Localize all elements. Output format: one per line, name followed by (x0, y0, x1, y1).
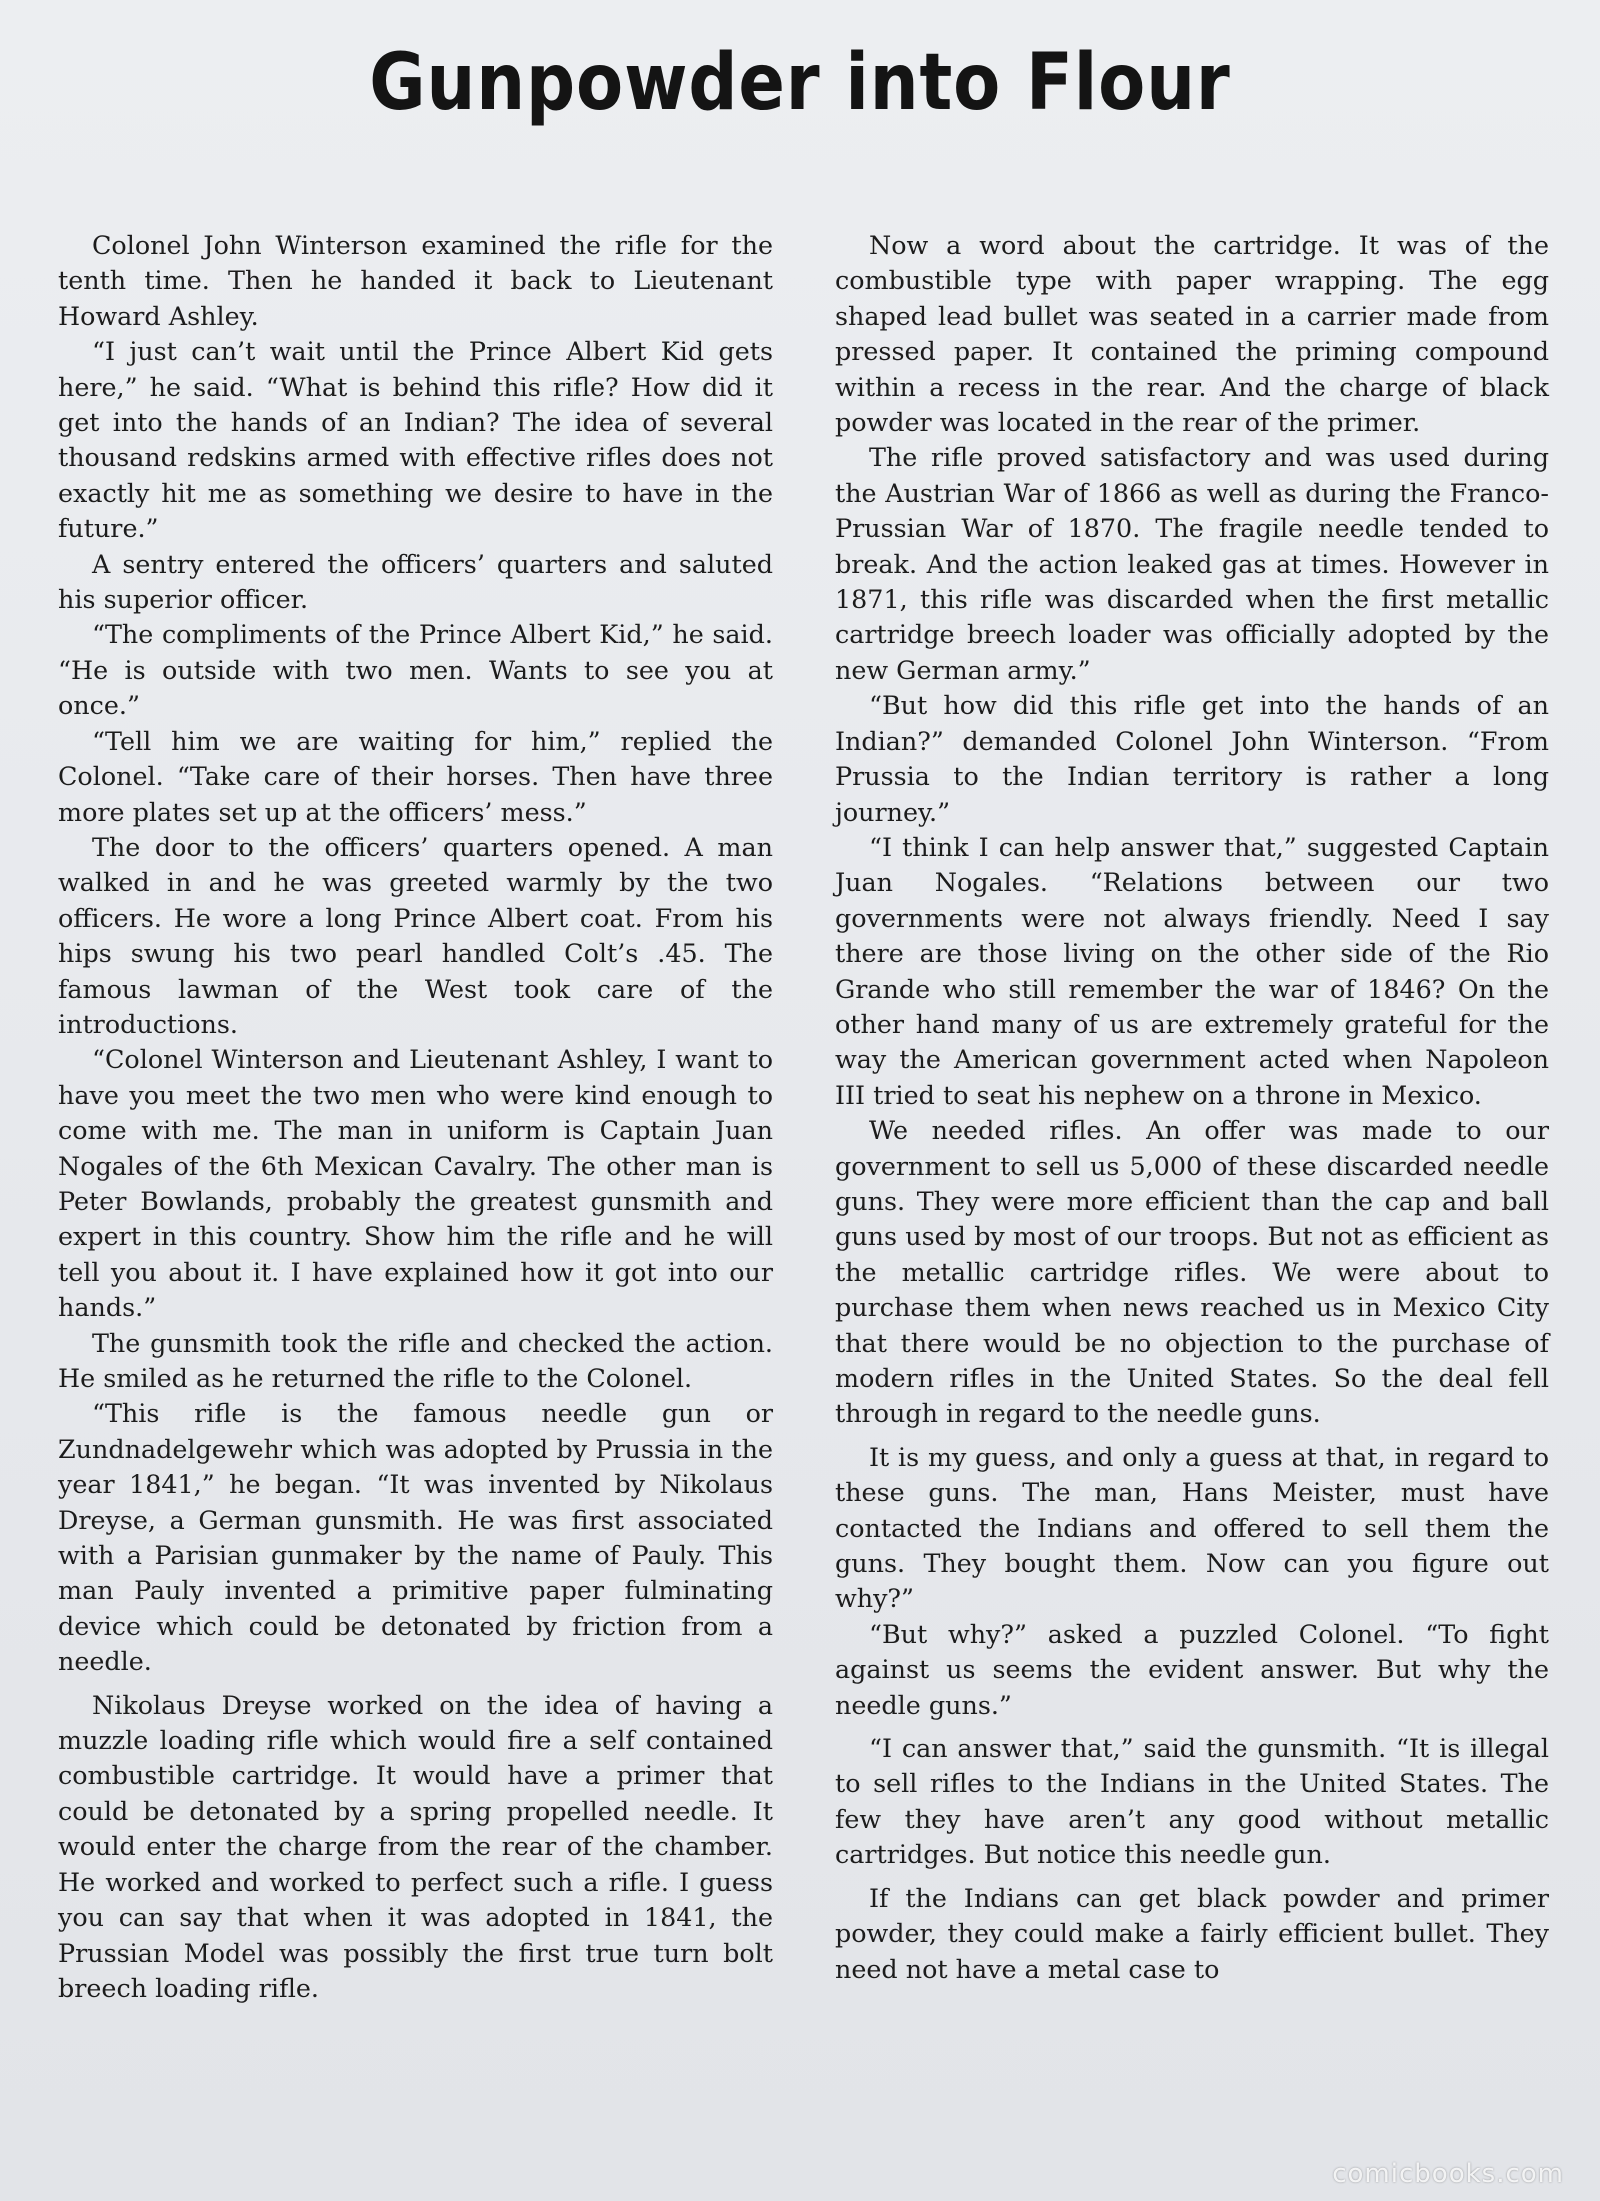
article-title: Gunpowder into Flour (369, 38, 1231, 128)
paragraph: “I just can’t wait until the Prince Albert Kid gets here,” he said. “What is behind this rifle? How did it get into the hands of an Indian? The idea of several thousand redskins armed with effective rifles does not exactly hit me as something we desire to have in the future.” (58, 336, 773, 544)
left-text-column (58, 228, 773, 2006)
paragraph: A sentry entered the officers’ quarters and saluted his superior officer. (58, 548, 773, 615)
watermark: comicbooks.com (1332, 2159, 1564, 2189)
paragraph: Now a word about the cartridge. It was of the combustible type with paper wrapping. The egg shaped lead bullet was seated in a carrier made from pressed paper. It contained the priming compound within a recess in the rear. And the charge of black powder was located in the rear of the primer. (835, 230, 1549, 438)
paragraph: “But how did this rifle get into the hands of an Indian?” demanded Colonel John Winterson. “From Prussia to the Indian territory is rather a long journey.” (835, 690, 1549, 827)
paragraph: Nikolaus Dreyse worked on the idea of having a muzzle loading rifle which would fire a self contained combustible cartridge. It would have a primer that could be detonated by a spring propelled needle. It would enter the charge from the rear of the chamber. He worked and worked to perfect such a rifle. I guess you can say that when it was adopted in 1841, the Prussian Model was possibly the first true turn bolt breech loading rifle. (58, 1689, 773, 2003)
right-text-column (835, 228, 1549, 1987)
paragraph: We needed rifles. An offer was made to our government to sell us 5,000 of these discarded needle guns. They were more efficient than the cap and ball guns used by most of our troops. But not as efficient as the metallic cartridge rifles. We were about to purchase them when news reached us in Mexico City that there would be no objection to the purchase of modern rifles in the United States. So the deal fell through in regard to the needle guns. (835, 1115, 1549, 1429)
paragraph: The gunsmith took the rifle and checked the action. He smiled as he returned the rifle to the Colonel. (58, 1327, 773, 1393)
paragraph: “But why?” asked a puzzled Colonel. “To fight against us seems the evident answer. But why the needle guns.” (835, 1618, 1549, 1720)
paragraph: “Colonel Winterson and Lieutenant Ashley, I want to have you meet the two men who were kind enough to come with me. The man in uniform is Captain Juan Nogales of the 6th Mexican Cavalry. The other man is Peter Bowlands, probably the greatest gunsmith and expert in this country. Show him the rifle and he will tell you about it. I have explained how it got into our hands.” (58, 1044, 773, 1323)
paragraph: “This rifle is the famous needle gun or Zundnadelgewehr which was adopted by Prussia in the year 1841,” he began. “It was invented by Nikolaus Dreyse, a German gunsmith. He was first associated with a Parisian gunmaker by the name of Pauly. This man Pauly invented a primitive paper fulminating device which could be detonated by friction from a needle. (58, 1398, 773, 1677)
paragraph: It is my guess, and only a guess at that, in regard to these guns. The man, Hans Meister, must have contacted the Indians and offered to sell them the guns. They bought them. Now can you figure out why?” (835, 1441, 1549, 1614)
paragraph: “I can answer that,” said the gunsmith. “It is illegal to sell rifles to the Indians in the United States. The few they have aren’t any good without metallic cartridges. But notice this needle gun. (835, 1733, 1549, 1870)
paragraph: “I think I can help answer that,” suggested Captain Juan Nogales. “Relations between our two governments were not always friendly. Need I say there are those living on the other side of the Rio Grande who still remember the war of 1846? On the other hand many of us are extremely grateful for the way the American government acted when Napoleon III tried to seat his nephew on a throne in Mexico. (835, 831, 1549, 1110)
paragraph: The door to the officers’ quarters opened. A man walked in and he was greeted warmly by the two officers. He wore a long Prince Albert coat. From his hips swung his two pearl handled Colt’s .45. The famous lawman of the West took care of the introductions. (58, 831, 773, 1039)
paragraph: Colonel John Winterson examined the rifle for the tenth time. Then he handed it back to Lieutenant Howard Ashley. (58, 230, 773, 331)
paragraph: The rifle proved satisfactory and was used during the Austrian War of 1866 as well as during the Franco-Prussian War of 1870. The fragile needle tended to break. And the action leaked gas at times. However in 1871, this rifle was discarded when the first metallic cartridge breech loader was officially adopted by the new German army.” (835, 442, 1549, 685)
paragraph: If the Indians can get black powder and primer powder, they could make a fairly efficient bullet. They need not have a metal case to (835, 1882, 1549, 1984)
paragraph: “The compliments of the Prince Albert Kid,” he said. “He is outside with two men. Wants to see you at once.” (58, 619, 773, 721)
paragraph: “Tell him we are waiting for him,” replied the Colonel. “Take care of their horses. Then have three more plates set up at the officers’ mess.” (58, 725, 773, 827)
